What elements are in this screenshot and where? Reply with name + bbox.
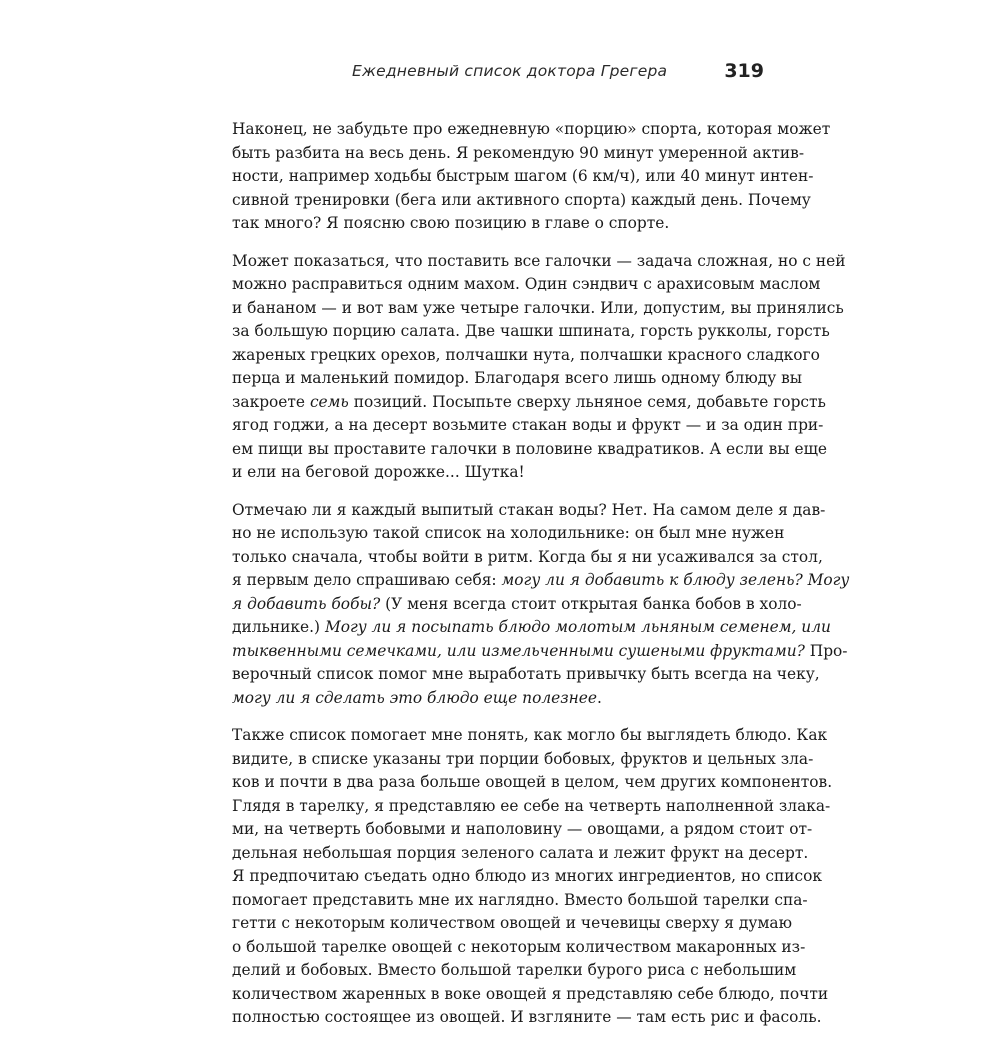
text-segment: только сначала, чтобы войти в ритм. Когда бы я ни усаживался за стол, [232,547,823,566]
text-segment: верочный список помог мне выработать привычку быть всегда на чеку, [232,665,820,683]
text-line [232,818,813,842]
text-segment: за большую порцию салата. Две чашки шпината, горсть рукколы, горсть [232,322,830,340]
text-segment: и бананом — и вот вам уже четыре галочки. Или, допустим, вы принялись [232,298,844,317]
text-segment: ягод годжи, а на десерт возьмите стакан воды и фрукт — и за один при- [232,416,824,434]
text-line [232,297,844,321]
text-segment: Глядя в тарелку, я представляю ее себе на четверть наполненной злака- [232,796,831,815]
text-line [232,189,811,213]
text-segment: помогает представить мне их наглядно. Вместо большой тарелки спа- [232,890,808,909]
text-line [232,889,808,913]
text-segment: ности, например ходьбы быстрым шагом (6 км/ч), или 40 минут интен- [232,167,814,185]
text-line [232,522,785,546]
text-segment: дильнике.) [232,618,325,636]
text-line [232,865,823,889]
text-line [232,344,820,368]
text-line [232,165,814,189]
text-segment: полностью состоящее из овощей. И взгляните — там есть рис и фасоль. [232,1008,822,1026]
text-line [232,912,792,936]
text-line [232,212,764,236]
text-line [232,1006,822,1030]
text-segment: закроете [232,392,310,411]
running-head [352,60,768,88]
text-line [232,546,823,570]
text-line [232,687,764,711]
text-segment: Также список помогает мне понять, как могло бы выглядеть блюдо. Как [232,726,828,744]
italic-text: могу ли я сделать это блюдо еще полезнее [232,688,598,707]
text-line [232,499,826,523]
text-line [232,936,806,960]
paragraph-3 [232,499,850,711]
text-segment: перца и маленький помидор. Благодаря всего лишь одному блюду вы [232,369,803,387]
italic-text: Могу ли я посыпать блюдо молотым льняным семенем, или [324,618,831,636]
text-segment: гетти с некоторым количеством овощей и чечевицы сверху я думаю [232,914,792,932]
text-segment: и ели на беговой дорожке... Шутка! [232,463,525,481]
text-line [232,438,828,462]
text-segment: видите, в списке указаны три порции бобовых, фруктов и цельных зла- [232,749,814,768]
text-segment: Про- [804,641,848,660]
paragraph-2 [232,250,846,485]
text-line [232,142,805,166]
paragraph-4 [232,724,833,1030]
text-segment: . [597,688,602,707]
text-line [232,959,797,983]
text-line [232,320,830,344]
text-line [232,391,826,415]
page-number: 319 [724,60,764,82]
text-segment: дельная небольшая порция зеленого салата и лежит фрукт на десерт. [232,843,809,862]
text-line [232,983,829,1007]
text-line [232,569,850,593]
text-segment: жареных грецких орехов, полчашки нута, полчашки красного сладкого [232,345,820,364]
body-text [232,118,850,1044]
text-line [232,616,831,640]
text-line [232,414,824,438]
text-segment: количеством жаренных в воке овощей я представляю себе блюдо, почти [232,984,829,1003]
text-line [232,795,831,819]
text-segment: (У меня всегда стоит открытая банка бобов в холо- [380,594,802,613]
text-segment: ем пищи вы проставите галочки в половине квадратиков. А если вы еще [232,439,828,458]
text-line [232,118,831,142]
text-segment: Я предпочитаю съедать одно блюдо из многих ингредиентов, но список [232,867,823,885]
text-line [232,842,809,866]
text-line [232,724,828,748]
text-segment: Может показаться, что поставить все галочки — задача сложная, но с ней [232,251,846,270]
text-line [232,250,846,274]
text-segment: я первым дело спрашиваю себя: [232,571,502,589]
text-segment: о большой тарелке овощей с некоторым количеством макаронных из- [232,937,806,956]
text-segment: Отмечаю ли я каждый выпитый стакан воды? Нет. На самом деле я дав- [232,500,826,519]
text-line [232,273,821,297]
text-line [232,640,848,664]
text-line [232,771,833,795]
paragraph-1 [232,118,831,236]
italic-text: семь [309,392,349,411]
text-segment: Наконец, не забудьте про ежедневную «порцию» спорта, которая может [232,120,831,138]
italic-text: тыквенными семечками, или измельченными сушеными фруктами? [232,641,805,660]
text-segment: позиций. Посыпьте сверху льняное семя, добавьте горсть [348,392,826,411]
text-line [232,367,803,391]
text-segment: ков и почти в два раза больше овощей в целом, чем других компонентов. [232,773,833,791]
text-segment: сивной тренировки (бега или активного спорта) каждый день. Почему [232,190,811,209]
italic-text: я добавить бобы? [232,594,381,613]
text-line [232,593,802,617]
text-segment: но не использую такой список на холодильнике: он был мне нужен [232,524,785,542]
text-segment: так много? Я поясню свою позицию в главе о спорте. [232,214,670,232]
text-segment: ми, на четверть бобовыми и наполовину — овощами, а рядом стоит от- [232,820,813,838]
running-title: Ежедневный список доктора Грегера [352,62,668,80]
italic-text: могу ли я добавить к блюду зелень? Могу [501,571,850,589]
text-line [232,663,820,687]
text-line [232,748,814,772]
text-line [232,461,764,485]
text-segment: быть разбита на весь день. Я рекомендую 90 минут умеренной актив- [232,143,805,162]
text-segment: можно расправиться одним махом. Один сэндвич с арахисовым маслом [232,275,821,293]
text-segment: делий и бобовых. Вместо большой тарелки бурого риса с небольшим [232,961,797,979]
